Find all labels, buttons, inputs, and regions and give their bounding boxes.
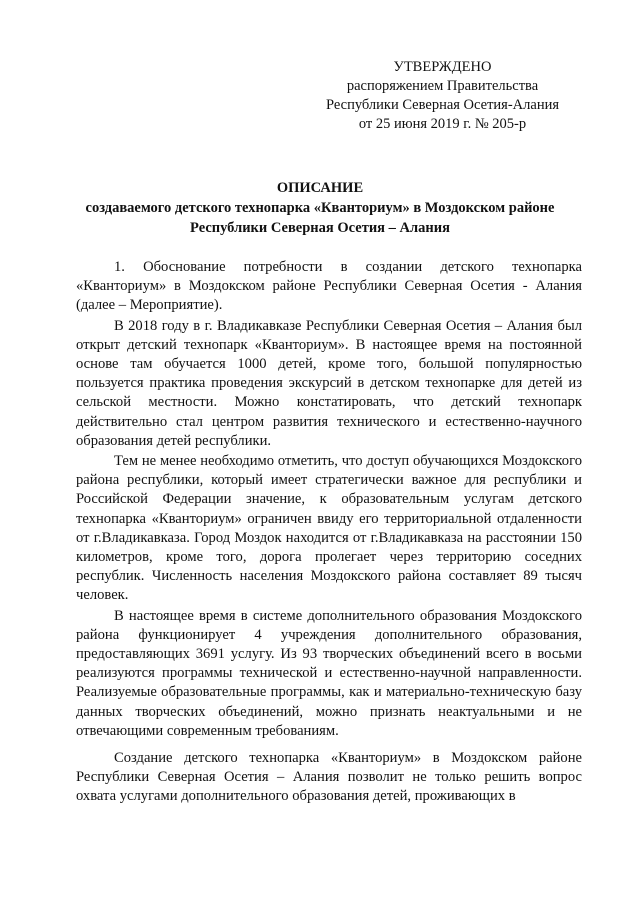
paragraph: 1. Обоснование потребности в создании детского технопарка «Кванториум» в Моздокском районе Республики Северная Осетия - Алания (далее – Мероприятие). — [76, 259, 582, 314]
title-subheading: создаваемого детского технопарка «Кванториум» в Моздокском районе — [85, 200, 555, 216]
approval-line: Республики Северная Осетия-Алания — [325, 97, 560, 113]
paragraph: В 2018 году в г. Владикавказе Республики Северная Осетия – Алания был открыт детский технопарк «Кванториум». В настоящее время на постоянной основе там обучается 1000 детей, кроме того, большой популярностью пользуется практика проведения экскурсий в детском технопарке для детей из сельской местности. Можно констатировать, что детский технопарк действительно стал центром развития технического и естественно-научного образования детей республики. — [76, 317, 582, 449]
approval-heading: УТВЕРЖДЕНО — [393, 59, 492, 75]
document-title — [60, 178, 580, 238]
title-subheading: Республики Северная Осетия – Алания — [190, 220, 450, 236]
approval-stamp — [320, 58, 565, 134]
paragraph: Тем не менее необходимо отметить, что доступ обучающихся Моздокского района республики, который имеет стратегически важное для республики и Российской Федерации значение, к образовательным услугам детского технопарка «Кванториум» ограничен ввиду его территориальной отдаленности от г.Владикавказа. Город Моздок находится от г.Владикавказа на расстоянии 150 километров, кроме того, дорога пролегает через территорию соседних республик. Численность населения Моздокского района составляет 89 тысяч человек. — [76, 453, 582, 604]
approval-date: от 25 июня 2019 г. № 205-р — [358, 116, 527, 132]
title-heading: ОПИСАНИЕ — [276, 180, 364, 196]
document-body — [76, 258, 582, 807]
paragraph: В настоящее время в системе дополнительного образования Моздокского района функционирует 4 учреждения дополнительного образования, предоставляющих 3691 услугу. Из 93 творческих объединений всего в восьми реализуются программы технической и естественно-научной направленности. Реализуемые образовательные программы, как и материально-техническую базу данных творческих объединений, можно признать неактуальными и не отвечающими современным требованиям. — [76, 607, 582, 739]
paragraph: Создание детского технопарка «Кванториум» в Моздокском районе Республики Северная Осетия – Алания позволит не только решить вопрос охвата услугами дополнительного образования детей, проживающих в — [76, 750, 582, 805]
approval-line: распоряжением Правительства — [346, 78, 539, 94]
